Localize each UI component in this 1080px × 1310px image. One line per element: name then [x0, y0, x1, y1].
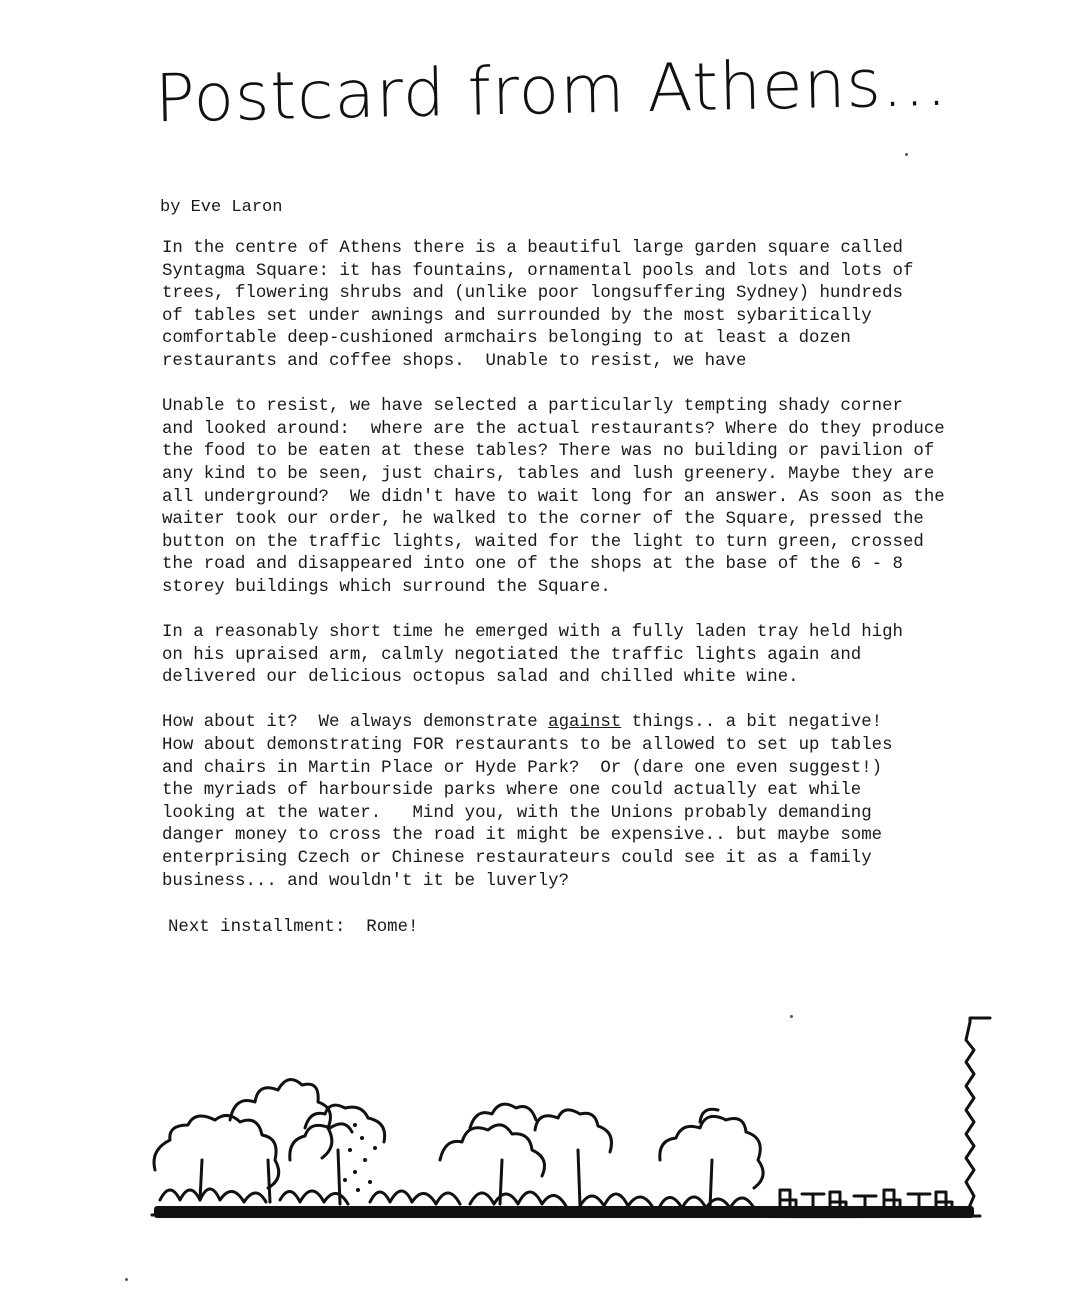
text-line: comfortable deep-cushioned armchairs belonging to at least a dozen — [162, 329, 851, 349]
tree-icon — [290, 1124, 352, 1160]
shrub-icon — [370, 1191, 460, 1204]
underlined-word: against — [548, 713, 622, 733]
text-line: restaurants and coffee shops. Unable to resist, we have — [162, 351, 747, 371]
text-line: business... and wouldn't it be luverly? — [162, 871, 570, 891]
paragraph-2 — [162, 396, 1022, 599]
paper-speck — [125, 1278, 128, 1281]
shrub-icon — [280, 1191, 348, 1204]
text-line: Syntagma Square: it has fountains, ornamental pools and lots and lots of — [162, 261, 914, 281]
text-line: trees, flowering shrubs and (unlike poor longsuffering Sydney) hundreds — [162, 284, 903, 304]
text-line: of tables set under awnings and surrounded by the most sybaritically — [162, 306, 872, 326]
byline: by Eve Laron — [160, 198, 283, 217]
text-line: and looked around: where are the actual restaurants? Where do they produce — [162, 419, 945, 439]
text-line: the food to be eaten at these tables? There was no building or pavilion of — [162, 442, 935, 462]
garden-trees-illustration — [140, 1010, 1000, 1230]
paragraph-3 — [162, 622, 1022, 690]
text-line: on his upraised arm, calmly negotiated the traffic lights again and — [162, 645, 862, 665]
paper-speck — [905, 153, 908, 156]
text-line: button on the traffic lights, waited for the light to turn green, crossed — [162, 532, 924, 552]
building-wall-icon — [966, 1018, 990, 1210]
tree-icon — [535, 1110, 612, 1152]
paper-speck — [790, 1015, 793, 1018]
paragraph-1 — [162, 238, 1022, 374]
text-line: looking at the water. Mind you, with the Unions probably demanding — [162, 803, 872, 823]
tree-icon — [154, 1115, 279, 1188]
text-line: How about demonstrating FOR restaurants to be allowed to set up tables — [162, 736, 893, 756]
text-line — [162, 712, 1022, 735]
paragraph-4 — [162, 712, 1022, 893]
shrub-icon — [470, 1192, 566, 1206]
text-line: any kind to be seen, just chairs, tables and lush greenery. Maybe they are — [162, 464, 935, 484]
handwritten-title: Postcard from Athens... — [154, 43, 949, 138]
text-line: In a reasonably short time he emerged with a fully laden tray held high — [162, 623, 903, 643]
text-segment: How about it? We always demonstrate — [162, 713, 549, 733]
text-line: In the centre of Athens there is a beautiful large garden square called — [162, 239, 903, 258]
text-line: all underground? We didn't have to wait long for an answer. As soon as the — [162, 487, 945, 507]
text-line: storey buildings which surround the Square. — [162, 577, 611, 597]
article-body — [162, 238, 1022, 916]
text-line: delivered our delicious octopus salad and chilled white wine. — [162, 668, 799, 688]
text-line: the road and disappeared into one of the shops at the base of the 6 - 8 — [162, 555, 903, 575]
tree-icon — [230, 1080, 332, 1158]
text-line: Unable to resist, we have selected a particularly tempting shady corner — [162, 397, 903, 417]
tree-icon — [440, 1125, 544, 1176]
text-segment: things.. a bit negative! — [621, 713, 883, 733]
text-line: waiter took our order, he walked to the corner of the Square, pressed the — [162, 510, 924, 530]
text-line: the myriads of harbourside parks where one could actually eat while — [162, 781, 862, 801]
shrub-icon — [580, 1194, 652, 1206]
shrub-icon — [160, 1189, 266, 1202]
text-line: and chairs in Martin Place or Hyde Park? Or (dare one even suggest!) — [162, 758, 883, 778]
text-line: danger money to cross the road it might be expensive.. but maybe some — [162, 826, 883, 846]
text-line: enterprising Czech or Chinese restaurateurs could see it as a family — [162, 849, 872, 869]
next-installment: Next installment: Rome! — [168, 918, 419, 937]
